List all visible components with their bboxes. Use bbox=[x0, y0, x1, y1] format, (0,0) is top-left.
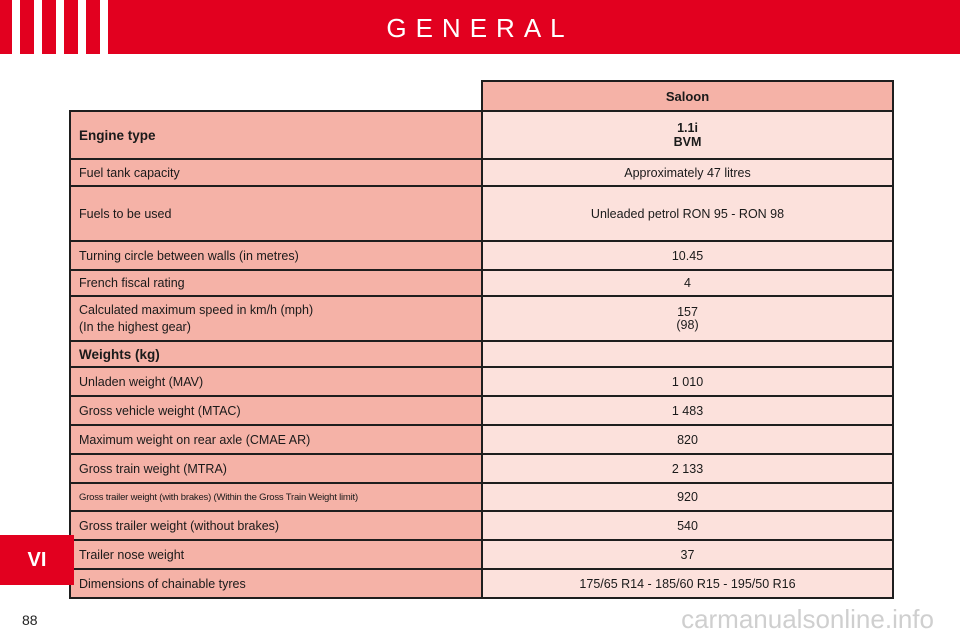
max-speed-label-line2: (In the highest gear) bbox=[79, 319, 191, 334]
specifications-table bbox=[69, 80, 894, 599]
row-label: Gross trailer weight (with brakes) (Within the Gross Train Weight limit) bbox=[70, 483, 482, 511]
chapter-tab: VI bbox=[0, 535, 74, 585]
row-label: Turning circle between walls (in metres) bbox=[70, 241, 482, 270]
max-speed-row bbox=[70, 296, 893, 341]
row-value: 1 010 bbox=[482, 367, 893, 396]
table-row bbox=[70, 367, 893, 396]
engine-type-value bbox=[482, 111, 893, 159]
table-row bbox=[70, 270, 893, 296]
max-speed-label bbox=[70, 296, 482, 341]
max-speed-value-kmh: 157 bbox=[677, 304, 698, 319]
row-value: 4 bbox=[482, 270, 893, 296]
row-value: Unleaded petrol RON 95 - RON 98 bbox=[482, 186, 893, 241]
watermark: carmanualsonline.info bbox=[681, 604, 934, 634]
row-label: Dimensions of chainable tyres bbox=[70, 569, 482, 598]
row-label: French fiscal rating bbox=[70, 270, 482, 296]
table-row bbox=[70, 396, 893, 425]
row-value: 920 bbox=[482, 483, 893, 511]
row-label: Unladen weight (MAV) bbox=[70, 367, 482, 396]
row-label: Fuels to be used bbox=[70, 186, 482, 241]
row-label: Gross train weight (MTRA) bbox=[70, 454, 482, 483]
row-label: Gross vehicle weight (MTAC) bbox=[70, 396, 482, 425]
row-value: 2 133 bbox=[482, 454, 893, 483]
column-header-saloon: Saloon bbox=[482, 81, 893, 111]
row-value: 820 bbox=[482, 425, 893, 454]
weights-section-title: Weights (kg) bbox=[70, 341, 482, 367]
blank-cell bbox=[70, 81, 482, 111]
row-label: Maximum weight on rear axle (CMAE AR) bbox=[70, 425, 482, 454]
max-speed-value bbox=[482, 296, 893, 341]
row-value: 37 bbox=[482, 540, 893, 569]
row-label: Trailer nose weight bbox=[70, 540, 482, 569]
row-value: Approximately 47 litres bbox=[482, 159, 893, 186]
table-row bbox=[70, 569, 893, 598]
table-row bbox=[70, 454, 893, 483]
row-value: 175/65 R14 - 185/60 R15 - 195/50 R16 bbox=[482, 569, 893, 598]
engine-type-label: Engine type bbox=[70, 111, 482, 159]
max-speed-value-mph: (98) bbox=[676, 317, 699, 332]
table-row bbox=[70, 540, 893, 569]
table-row bbox=[70, 483, 893, 511]
table-header-row bbox=[70, 81, 893, 111]
max-speed-label-line1: Calculated maximum speed in km/h (mph) bbox=[79, 302, 314, 317]
engine-type-value-line2: BVM bbox=[673, 135, 702, 149]
engine-type-row bbox=[70, 111, 893, 159]
page-title: GENERAL bbox=[386, 13, 574, 43]
table-row bbox=[70, 241, 893, 270]
row-label: Gross trailer weight (without brakes) bbox=[70, 511, 482, 540]
row-value: 1 483 bbox=[482, 396, 893, 425]
weights-section-row bbox=[70, 341, 893, 367]
weights-section-empty-cell bbox=[482, 341, 893, 367]
page-number: 88 bbox=[22, 612, 38, 628]
engine-type-value-line1: 1.1i bbox=[677, 121, 698, 135]
header-bar bbox=[0, 0, 960, 54]
row-label: Fuel tank capacity bbox=[70, 159, 482, 186]
table-row bbox=[70, 186, 893, 241]
row-value: 540 bbox=[482, 511, 893, 540]
table-row bbox=[70, 511, 893, 540]
table-row bbox=[70, 425, 893, 454]
row-value: 10.45 bbox=[482, 241, 893, 270]
table-row bbox=[70, 159, 893, 186]
